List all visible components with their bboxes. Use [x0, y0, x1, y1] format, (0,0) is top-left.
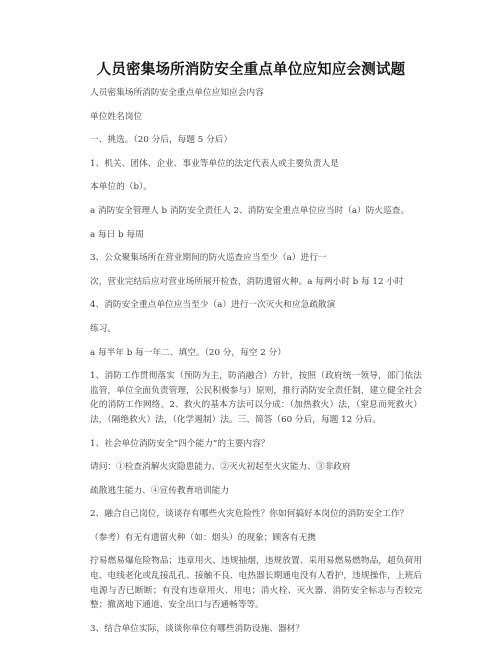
short-answer-1-response-cont: 疏散逃生能力、④宣传教育培训能力: [90, 485, 229, 496]
answer-options-2: a 每日 b 每周: [90, 229, 144, 240]
document-body: [90, 86, 422, 636]
question-1-cont: 本单位的（b）。: [90, 182, 153, 193]
short-answer-2-reference-cont: 拧易燃易爆危险物品；违章用火、违规抽烟，违规放置、采用易燃易燃物品，超负荷用电、电线老化或乱接乱孔、接触不良、电热器长期通电没有人看护，违规操作，上班后电源与否已断断；有没有违章用火、用电；消火栓、灭火器、消防安全标志与否较完整；撤离地下通道、安全出口与否通畅等等。: [90, 556, 422, 611]
paragraph-unit-name: 单位姓名岗位: [90, 111, 143, 122]
short-answer-1: 1、社会单位消防安全“四个能力”的主要内容？: [90, 438, 270, 449]
short-answer-1-response: 请问：①检查消解火灾隐患能力、②灭火初起至火灾能力、③非政府: [90, 462, 351, 473]
question-3-cont: 次，营业完结后应对营业场所展开检查，消防遗留火种。a 每两小时 b 每 12 小时: [90, 276, 404, 287]
document-title: 人员密集场所消防安全重点单位应知应会测试题: [96, 62, 406, 78]
short-answer-3: 3、结合单位实际，谈谈你单位有哪些消防设施、器材？: [90, 623, 305, 634]
short-answer-2: 2、融合自己岗位，谈谈存有哪些火灾危险性？你如何搞好本岗位的消防安全工作？: [90, 509, 409, 520]
short-answer-2-reference: （参考）有无有遗留火种（如：烟头）的现象；顾客有无携: [90, 532, 316, 543]
section-heading-choice: 一、挑选。（20 分后，每题 5 分后）: [90, 135, 233, 146]
question-1: 1、机关、团体、企业、事业等单位的法定代表人或主要负责人是: [90, 158, 339, 169]
paragraph-subtitle: 人员密集场所消防安全重点单位应知应会内容: [90, 88, 264, 98]
fill-blank-answers: 1、消防工作贯彻落实（预防为主，防消融合）方针，按照（政府统一领导，部门依法监管，单位全面负责管理，公民积极参与）原则，推行消防安全责任制，建立健全社会化的消防工作网络。2、救火的基本方法可以分成：（加热救火）法，（窒息而死救火）法，（隔绝救火）法，（化学遏制）法。三、简答（60 分后，每题 12 分后。: [90, 371, 422, 425]
answer-options-1-2: a 消防安全管理人 b 消防安全责任人 2、消防安全重点单位应当时（a）防火巡查。: [90, 205, 410, 216]
question-3: 3、公众聚集场所在营业期间的防火巡查应当至少（a）进行一: [90, 253, 327, 264]
answer-options-4-fill-heading: a 每半年 b 每一年二、填空。（20 分，每空 2 分）: [90, 347, 286, 358]
question-4: 4、消防安全重点单位应当至少（a）进行一次灭火和应急疏散演: [90, 300, 336, 311]
question-4-cont: 练习。: [90, 323, 117, 334]
